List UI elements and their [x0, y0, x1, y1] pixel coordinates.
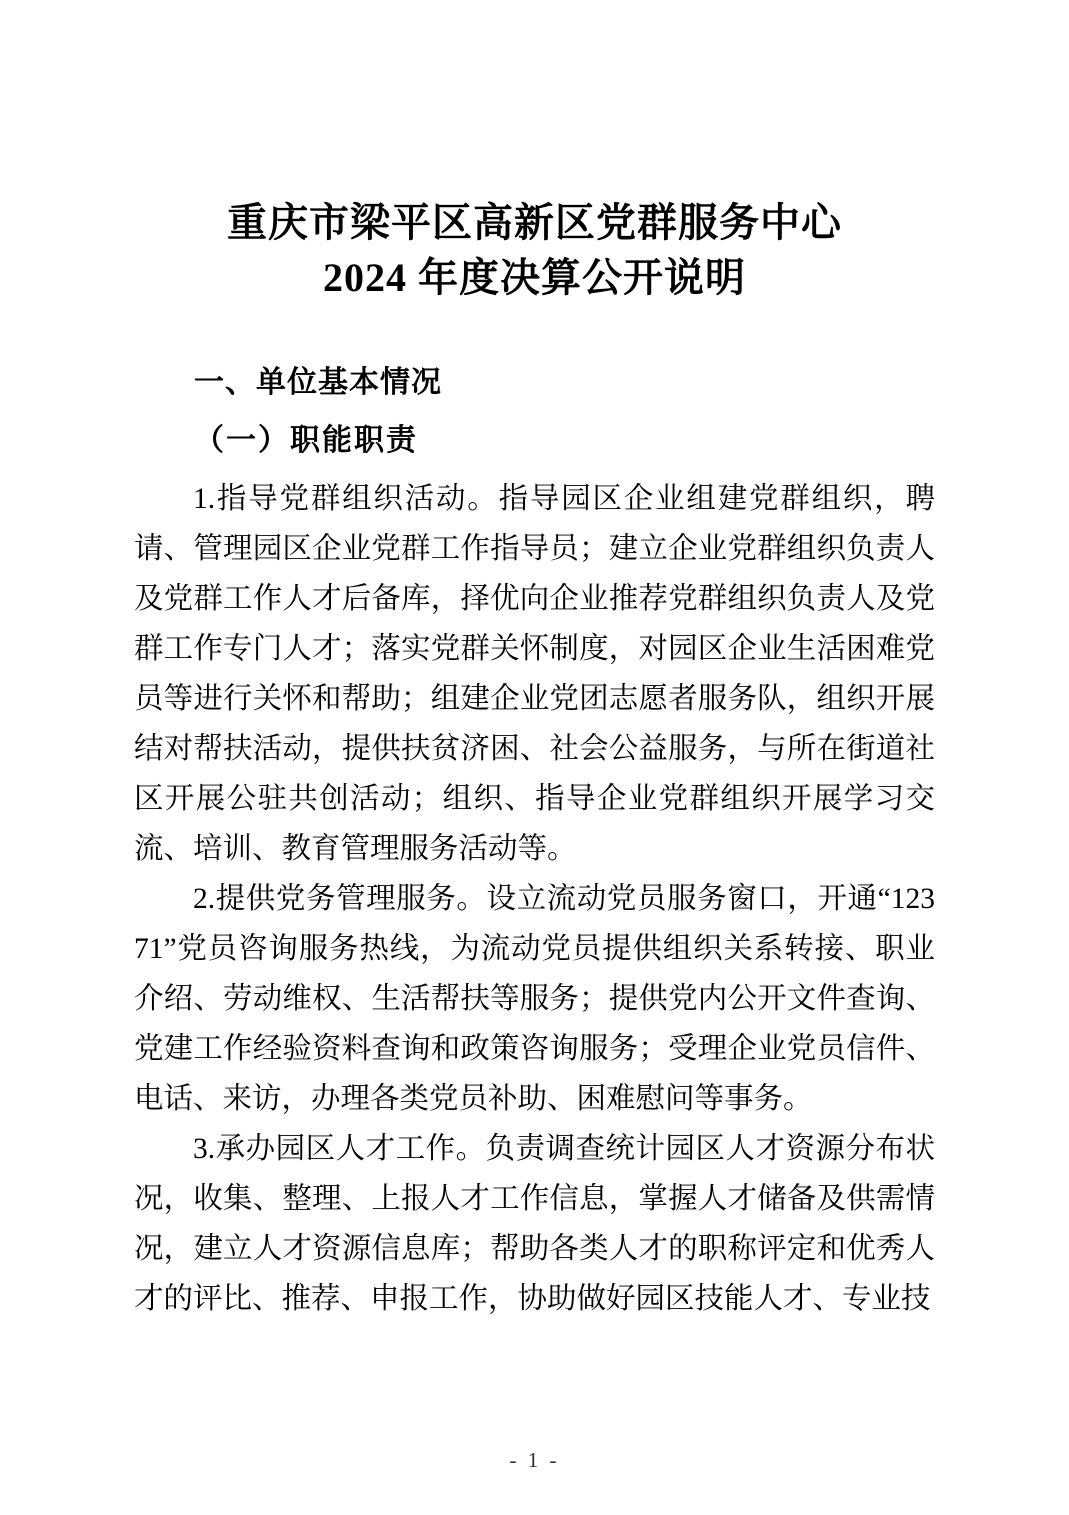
section-heading-unit-basic-info: 一、单位基本情况: [194, 366, 442, 399]
document-title: [134, 195, 935, 305]
title-line-1: 重庆市梁平区高新区党群服务中心: [227, 200, 842, 245]
subsection-heading-functions-duties: （一）职能职责: [194, 424, 418, 457]
paragraph-talent-work: 3.承办园区人才工作。负责调查统计园区人才资源分布状况，收集、整理、上报人才工作信息，掌握人才储备及供需情况，建立人才资源信息库；帮助各类人才的职称评定和优秀人才的评比、推荐、申报工作，协助做好园区技能人才、专业技: [134, 1133, 935, 1315]
paragraph-guide-party-mass-activities: 1.指导党群组织活动。指导园区企业组建党群组织，聘请、管理园区企业党群工作指导员；建立企业党群组织负责人及党群工作人才后备库，择优向企业推荐党群组织负责人及党群工作专门人才；落实党群关怀制度，对园区企业生活困难党员等进行关怀和帮助；组建企业党团志愿者服务队，组织开展结对帮扶活动，提供扶贫济困、社会公益服务，与所在街道社区开展公驻共创活动；组织、指导企业党群组织开展学习交流、培训、教育管理服务活动等。: [134, 483, 935, 865]
title-line-2: 2024 年度决算公开说明: [323, 255, 746, 300]
document-body: [134, 474, 935, 1324]
paragraph-party-affairs-services: 2.提供党务管理服务。设立流动党员服务窗口，开通“12371”党员咨询服务热线，为流动党员提供组织关系转接、职业介绍、劳动维权、生活帮扶等服务；提供党内公开文件查询、党建工作经验资料查询和政策咨询服务；受理企业党员信件、电话、来访，办理各类党员补助、困难慰问等事务。: [134, 883, 935, 1115]
page-number: - 1 -: [509, 1448, 560, 1472]
page-footer: [0, 1448, 1069, 1473]
